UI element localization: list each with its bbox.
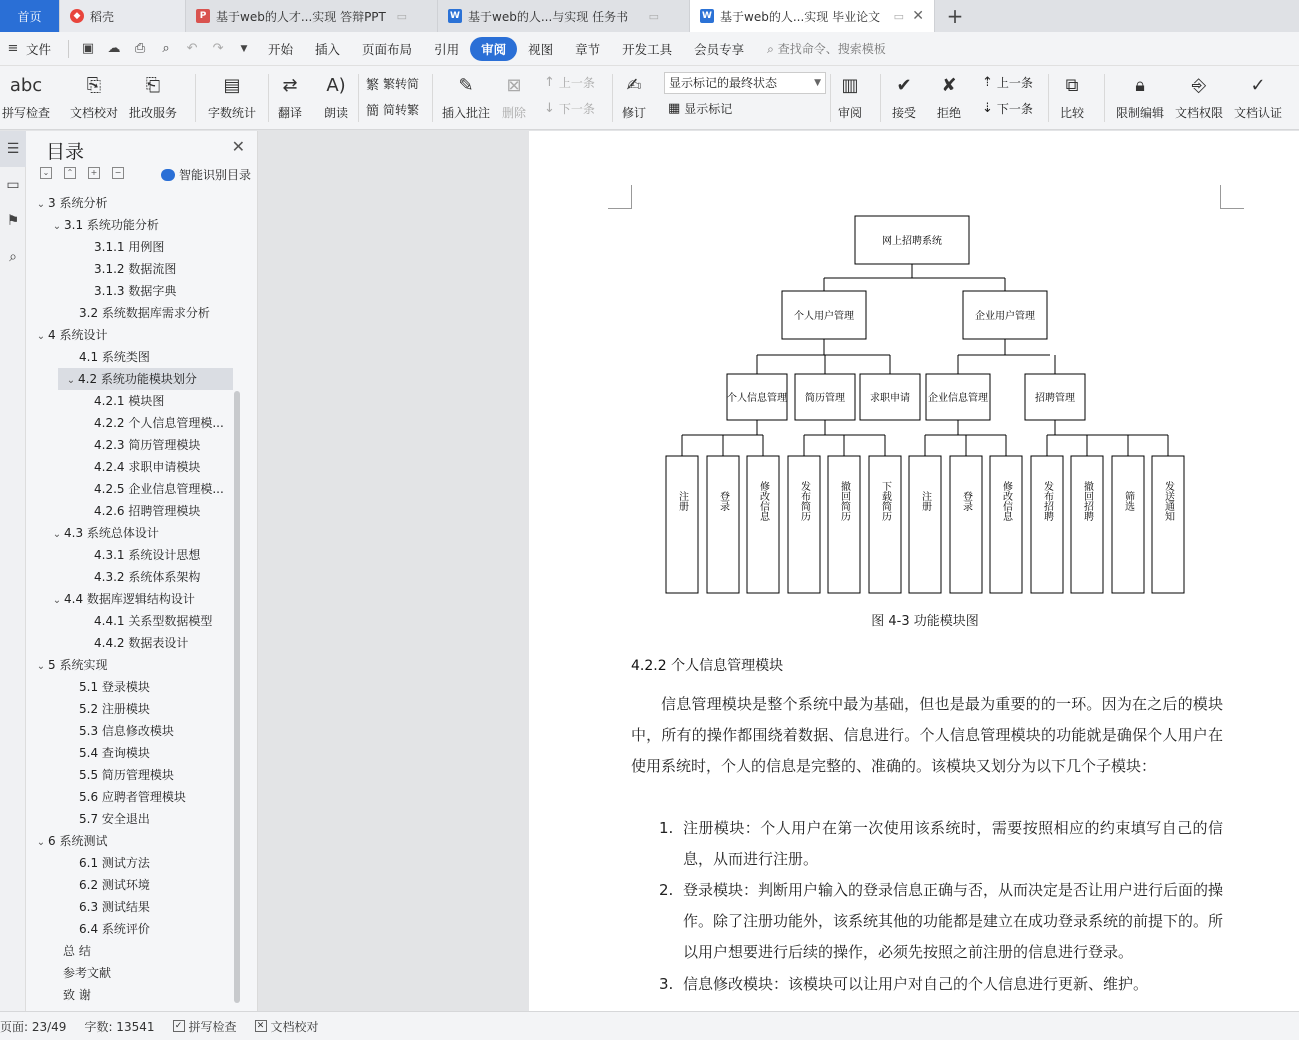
button-label: 下一条 [996,102,1033,116]
list-text: 注册模块：个人用户在第一次使用该系统时，需要按照相应的约束填写自己的信息，从而进行注册。 [683,819,1223,868]
outline-item-label: 4.4.2 数据表设计 [94,636,189,650]
diagram-leaf-label: 撤回简历 [838,481,850,521]
outline-item[interactable] [26,324,233,346]
outline-item[interactable] [26,478,233,500]
outline-item-label: 4.4 数据库逻辑结构设计 [64,592,195,606]
outline-item[interactable] [26,280,233,302]
search-icon[interactable]: ⌕ [9,249,17,265]
separator [195,74,196,122]
diagram-leaf-node [990,456,1022,593]
menu-layout[interactable]: 页面布局 [362,41,413,57]
status-spell-check[interactable] [173,1018,237,1035]
diagram-leaf-label: 下载简历 [879,481,891,521]
outline-item[interactable] [26,346,233,368]
outline-item[interactable] [58,368,233,390]
chevron-down-icon[interactable]: ⌄ [36,661,46,672]
diagram-sub-label: 简历管理 [805,393,845,404]
smart-toc-button[interactable] [161,166,251,183]
status-label: 文档校对 [270,1019,319,1034]
outline-item[interactable] [26,258,233,280]
diagram-leaf-label: 发布简历 [798,481,810,521]
document-certify-button[interactable] [1234,72,1282,121]
outline-item[interactable] [26,610,233,632]
button-label: 上一条 [996,76,1033,90]
translate-button[interactable] [276,72,304,121]
diagram-leaf-node [828,456,860,593]
outline-item[interactable] [26,918,233,940]
outline-item[interactable] [26,214,233,236]
undo-icon[interactable]: ↶ [186,41,198,56]
outline-item-label: 4.2.3 简历管理模块 [94,438,201,452]
outline-item[interactable] [26,676,233,698]
outline-item-label: 参考文献 [63,966,112,980]
button-label: 拼写检查 [2,106,51,120]
outline-item[interactable] [26,984,233,1006]
outline-item-label: 3.1.2 数据流图 [94,262,177,276]
button-label: 智能识别目录 [178,168,251,182]
outline-item-label: 4.2.1 模块图 [94,394,165,408]
button-label: 文档认证 [1234,106,1283,120]
menu-review[interactable]: 审阅 [470,37,517,61]
outline-item-label: 4.2.6 招聘管理模块 [94,504,201,518]
button-label: 翻译 [277,106,302,120]
outline-item-label: 5.7 安全退出 [79,812,150,826]
list-item [659,969,1223,1000]
chapter-icon[interactable]: ▭ [6,177,20,193]
outline-item[interactable] [26,544,233,566]
separator [432,74,433,122]
button-label: 插入批注 [442,106,491,120]
expand-up-icon[interactable]: ⌃ [64,167,76,179]
diagram-leaf-label: 筛选 [1122,491,1134,511]
button-label: 下一条 [558,102,595,116]
add-icon[interactable]: + [88,167,100,179]
review-service-icon: ⎗ [145,74,161,96]
ribbon-review [0,66,1299,130]
accept-icon: ✔ [896,74,912,96]
outline-item-label: 6 系统测试 [48,834,108,848]
pin-icon[interactable]: ▭ [893,9,904,23]
diagram-leaf-node [950,456,982,593]
word-count[interactable]: 字数: 13541 [84,1019,155,1034]
word-count-button[interactable] [208,72,256,121]
outline-item-label: 4.3.2 系统体系架构 [94,570,201,584]
outline-item[interactable] [26,698,233,720]
crop-mark [1220,185,1244,209]
prev-comment-button[interactable] [544,74,595,91]
next-change-icon: ⇣ [982,101,993,116]
diagram-sub-label: 企业信息管理 [928,393,988,404]
translate-icon: ⇄ [282,74,298,96]
outline-item-label: 4.2.2 个人信息管理模... [94,416,224,430]
word-count-icon: ▤ [223,74,241,96]
button-label: 上一条 [558,76,595,90]
redo-icon[interactable]: ↷ [212,41,224,56]
list-text: 信息修改模块：该模块可以让用户对自己的个人信息进行更新、维护。 [683,975,1149,993]
page-indicator[interactable]: 页面: 23/49 [0,1019,67,1034]
collapse-all-icon[interactable]: ⌄ [40,167,52,179]
chevron-down-icon[interactable]: ⌄ [36,837,46,848]
separator [268,74,269,122]
list-number: 2. [659,881,674,899]
menu-insert[interactable]: 插入 [315,41,341,57]
spell-check-button[interactable] [2,72,50,121]
spell-check-icon: abc [9,74,43,96]
button-label: 文档权限 [1175,106,1224,120]
insert-comment-button[interactable] [442,72,490,121]
review-pane-icon: ▥ [841,74,859,96]
read-aloud-icon: A) [326,74,346,96]
markup-display-select[interactable] [664,72,826,94]
outline-item[interactable] [26,808,233,830]
diagram-mid-label: 个人用户管理 [794,311,854,322]
diagram-mid-label: 企业用户管理 [975,311,1035,322]
convert-icon: 繁 [366,78,380,93]
ppt-icon: P [196,9,210,23]
diagram-leaf-node [788,456,820,593]
select-value: 显示标记的最终状态 [669,76,778,90]
outline-panel [26,131,258,1011]
outline-item-label: 4.3.1 系统设计思想 [94,548,201,562]
button-label: 文档校对 [70,106,119,120]
outline-toolbar [40,167,124,179]
outline-item[interactable] [26,192,233,214]
chevron-down-icon[interactable]: ⌄ [66,375,76,386]
chevron-down-icon[interactable]: ⌄ [52,595,62,606]
button-label: 朗读 [323,106,348,120]
button-label: 比较 [1059,106,1084,120]
button-label: 审阅 [837,106,862,120]
trad-to-simp-button[interactable] [366,74,419,93]
outline-item[interactable] [26,500,233,522]
pin-icon[interactable]: ▭ [396,9,407,23]
tab-daoke[interactable] [60,0,186,32]
outline-item[interactable] [26,654,233,676]
diagram-leaf-node [1112,456,1144,593]
diagram-leaf-label: 注册 [919,491,931,511]
button-label: 修订 [621,106,646,120]
show-markup-button[interactable] [668,100,732,117]
show-markup-icon: ▦ [668,101,681,116]
close-icon[interactable]: ✕ [912,8,924,24]
status-label: 拼写检查 [188,1019,237,1034]
menu-member[interactable]: 会员专享 [694,41,745,57]
document-canvas [258,131,529,1011]
arrow-down-icon: ↓ [544,101,555,116]
outline-item[interactable] [26,522,233,544]
button-label: 拒绝 [936,106,961,120]
outline-item-label: 5 系统实现 [48,658,108,672]
separator [880,74,881,122]
outline-icon[interactable]: ☰ [0,131,26,167]
chevron-down-icon[interactable]: ⌄ [52,529,62,540]
diagram-sub-label: 招聘管理 [1035,393,1075,404]
outline-item-label: 总 结 [63,944,91,958]
document-permission-button[interactable] [1175,72,1223,121]
chevron-down-icon[interactable]: ▼ [240,43,248,54]
print-preview-icon[interactable]: ⌕ [162,41,170,56]
outline-item[interactable] [26,632,233,654]
button-label: 接受 [891,106,916,120]
chevron-down-icon[interactable]: ⌄ [36,199,46,210]
outline-item[interactable] [26,412,233,434]
proofread-icon: ⎘ [86,74,102,96]
diagram-leaf-node [869,456,901,593]
tab-task-doc[interactable] [438,0,690,32]
pin-icon[interactable]: ▭ [648,9,659,23]
read-aloud-button[interactable] [322,72,350,121]
close-icon[interactable]: ✕ [231,137,245,156]
outline-item[interactable] [26,236,233,258]
separator [1048,74,1049,122]
robot-icon [161,169,175,181]
outline-item-label: 4.2.5 企业信息管理模... [94,482,224,496]
track-changes-icon: ✍ [626,74,642,96]
diagram-leaf-label: 修改信息 [1000,481,1012,521]
list-item [659,813,1223,875]
spell-check-icon: ✓ [173,1020,185,1032]
outline-item[interactable] [26,434,233,456]
outline-item-label: 4.3 系统总体设计 [64,526,159,540]
tab-bar [0,0,1299,32]
body-paragraph: 信息管理模块是整个系统中最为基础，但也是最为重要的的一环。因为在之后的模块中，所有的操作都围绕着数据、信息进行。个人信息管理模块的功能就是确保个人用户在使用系统时，个人的信息是完整的、准确的。该模块又划分为以下几个子模块： [631,695,1223,775]
outline-item-label: 6.2 测试环境 [79,878,150,892]
outline-item-label: 5.5 简历管理模块 [79,768,174,782]
tab-label: 首页 [17,9,42,24]
tab-ppt[interactable] [186,0,438,32]
outline-item-label: 3.1.1 用例图 [94,240,165,254]
outline-item-label: 6.1 测试方法 [79,856,150,870]
print-icon[interactable]: ⎙ [134,41,146,56]
outline-item-label: 4.1 系统类图 [79,350,150,364]
diagram-leaf-node [707,456,739,593]
next-change-button[interactable] [982,100,1033,117]
menu-bar [0,32,1299,66]
scrollbar[interactable] [234,391,240,1003]
list-number: 3. [659,975,674,993]
menu-file[interactable]: 文件 [26,41,52,57]
diagram-leaf-label: 登录 [717,491,729,511]
outline-item[interactable] [26,390,233,412]
outline-item[interactable] [26,940,233,962]
outline-item[interactable] [26,874,233,896]
outline-item-label: 4.4.1 关系型数据模型 [94,614,213,628]
daoke-icon: ◆ [70,9,84,23]
arrow-up-icon: ↑ [544,75,555,90]
outline-item[interactable] [26,786,233,808]
button-label: 批改服务 [129,106,178,120]
track-changes-button[interactable] [620,72,648,121]
tab-thesis-doc[interactable] [690,0,935,32]
outline-item[interactable] [26,764,233,786]
diagram-leaf-label: 登录 [960,491,972,511]
diagram-leaf-node [909,456,941,593]
outline-item[interactable] [26,566,233,588]
menu-start[interactable]: 开始 [268,41,294,57]
outline-item-label: 4.2 系统功能模块划分 [78,372,197,386]
certify-icon: ✓ [1250,74,1266,96]
next-comment-button[interactable] [544,100,595,117]
outline-item[interactable] [26,302,233,324]
hamburger-icon[interactable]: ≡ [7,41,19,56]
tab-label: 基于web的人才...实现 答辩PPT [216,9,386,24]
outline-item-label: 5.2 注册模块 [79,702,150,716]
outline-item[interactable] [26,852,233,874]
outline-item-label: 致 谢 [63,988,91,1002]
outline-item-label: 3.2 系统数据库需求分析 [79,306,210,320]
compare-icon: ⧉ [1065,74,1079,96]
chevron-down-icon[interactable]: ⌄ [36,331,46,342]
figure-caption: 图 4-3 功能模块图 [871,614,979,629]
outline-item-label: 4 系统设计 [48,328,108,342]
outline-item[interactable] [26,742,233,764]
outline-item[interactable] [26,588,233,610]
menu-references[interactable]: 引用 [434,41,460,57]
menu-developer[interactable]: 开发工具 [622,41,673,57]
button-label: 字数统计 [208,106,257,120]
search-placeholder: 查找命令、搜索模板 [777,42,886,56]
list-number: 1. [659,819,674,837]
diagram-leaf-label: 修改信息 [757,481,769,521]
separator [358,74,359,122]
simp-to-trad-button[interactable] [366,100,419,119]
reject-icon: ✘ [941,74,957,96]
prev-change-icon: ⇡ [982,75,993,90]
separator [612,74,613,122]
outline-item-label: 3.1 系统功能分析 [64,218,159,232]
new-tab-button[interactable]: + [946,4,964,28]
outline-item[interactable] [26,720,233,742]
command-search[interactable] [767,40,886,57]
convert-icon: 簡 [366,104,380,119]
outline-item[interactable] [26,830,233,852]
delete-comment-icon: ⊠ [506,74,522,96]
proofread-button[interactable] [70,72,118,121]
section-heading: 4.2.2 个人信息管理模块 [631,658,784,674]
accept-button[interactable] [890,72,918,121]
word-icon: W [700,9,714,23]
diagram-leaf-node [666,456,698,593]
outline-item-label: 5.3 信息修改模块 [79,724,174,738]
compare-button[interactable] [1058,72,1086,121]
outline-item[interactable] [26,896,233,918]
outline-title: 目录 [46,141,85,163]
proofread-icon: ✕ [255,1020,267,1032]
outline-item-label: 5.6 应聘者管理模块 [79,790,186,804]
diagram-leaf-label: 撤回招聘 [1081,481,1093,521]
comment-icon: ✎ [458,74,474,96]
permission-icon: ⎆ [1191,74,1207,96]
restrict-editing-button[interactable] [1116,72,1164,121]
button-label: 繁转简 [383,77,420,91]
diagram-root-label: 网上招聘系统 [882,236,942,247]
outline-item[interactable] [26,456,233,478]
menu-view[interactable]: 视图 [528,41,554,57]
search-icon: ⌕ [767,42,774,56]
reject-button[interactable] [935,72,963,121]
list-item [659,875,1223,968]
word-icon: W [448,9,462,23]
document-page[interactable] [529,131,1299,1011]
list-text: 登录模块：判断用户输入的登录信息正确与否，从而决定是否让用户进行后面的操作。除了注册功能外，该系统其他的功能都是建立在成功登录系统的前提下的。所以用户想要进行后续的操作，必须先按照之前注册的信息进行登录。 [683,881,1224,961]
chevron-down-icon: ▼ [814,78,821,88]
menu-chapter[interactable]: 章节 [575,41,601,57]
review-service-button[interactable] [129,72,177,121]
status-proofread[interactable] [255,1018,319,1035]
tab-label: 基于web的人...与实现 任务书 [468,9,629,24]
save-icon[interactable]: ▣ [81,41,95,56]
button-label: 显示标记 [684,102,733,116]
status-bar [0,1011,1299,1040]
outline-item-label: 6.3 测试结果 [79,900,150,914]
review-pane-button[interactable] [836,72,864,121]
diagram-sub-label: 个人信息管理 [727,393,787,404]
tab-label: 稻壳 [90,9,115,24]
delete-comment-button[interactable] [500,72,528,121]
separator [68,40,69,58]
remove-icon[interactable]: − [112,167,124,179]
button-label: 限制编辑 [1116,106,1165,120]
outline-item-label: 5.4 查询模块 [79,746,150,760]
outline-item-label: 6.4 系统评价 [79,922,150,936]
outline-item-label: 4.2.4 求职申请模块 [94,460,201,474]
prev-change-button[interactable] [982,74,1033,91]
separator [830,74,831,122]
diagram-leaf-label: 发布招聘 [1041,481,1053,521]
diagram-leaf-node [747,456,779,593]
diagram-sub-label: 求职申请 [870,393,910,404]
diagram-leaf-node [1071,456,1103,593]
outline-item-label: 3 系统分析 [48,196,108,210]
button-label: 简转繁 [383,103,420,117]
side-strip [0,131,26,1011]
outline-item-label: 3.1.3 数据字典 [94,284,177,298]
separator [1104,74,1105,122]
tab-home[interactable] [0,0,60,32]
diagram-leaf-node [1152,456,1184,593]
tab-label: 基于web的人...实现 毕业论文 [720,9,881,24]
diagram-leaf-label: 注册 [676,491,688,511]
diagram-leaf-label: 发送通知 [1162,481,1174,521]
outline-item[interactable] [26,962,233,984]
chevron-down-icon[interactable]: ⌄ [52,221,62,232]
cloud-icon[interactable]: ☁ [107,41,121,56]
bookmark-icon[interactable]: ⚑ [6,213,20,229]
diagram-leaf-node [1031,456,1063,593]
outline-list [26,192,258,1006]
lock-icon: 🔒︎ [1135,74,1145,96]
crop-mark [608,185,632,209]
button-label: 删除 [501,106,526,120]
function-module-diagram [659,211,1189,604]
outline-item-label: 5.1 登录模块 [79,680,150,694]
